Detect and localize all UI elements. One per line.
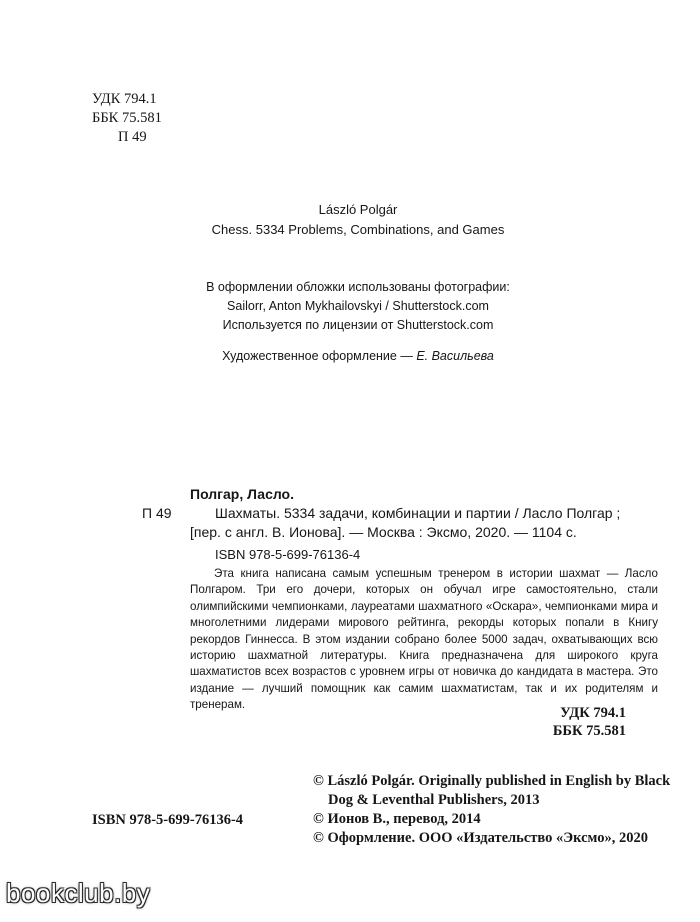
udk-top: УДК 794.1 bbox=[92, 91, 157, 107]
art-credit bbox=[0, 349, 700, 363]
art-credit-prefix: Художественное оформление — bbox=[222, 349, 417, 363]
art-credit-name: Е. Васильева bbox=[416, 349, 494, 363]
catalog-bbk: ББК 75.581 bbox=[552, 723, 626, 739]
original-title: Chess. 5334 Problems, Combinations, and Games bbox=[211, 222, 505, 237]
photo-credit-line1: В оформлении обложки использованы фотографии: bbox=[206, 280, 510, 294]
copyright-author: © László Polgár. Originally published in English by Black bbox=[313, 773, 671, 789]
catalog-author-mark: П 49 bbox=[142, 505, 172, 521]
author-mark-top: П 49 bbox=[118, 129, 147, 145]
copyright-author-cont: Dog & Leventhal Publishers, 2013 bbox=[328, 792, 540, 808]
catalog-annotation: Эта книга написана самым успешным тренером в истории шахмат — Ласло Полгаром. Три его дочери, которых он обучал игре самостоятельно, стали олимпийскими чемпионками, лауреатами шахматного «Оскара», чемпионками мира и многолетними лидерами мирового рейтинга, рекорды которых попали в Книгу рекордов Гиннесса. В этом издании собрано более 5000 задач, охватывающих всю историю шахматной литературы. Книга предназначена для широкого круга шахматистов всех возрастов с уровнем игры от новичка до кандидата в мастера. Это издание — лучший помощник как самим шахматистам, так и их родителям и тренерам. bbox=[190, 567, 658, 712]
bottom-isbn: ISBN 978-5-699-76136-4 bbox=[92, 812, 244, 828]
catalog-udk: УДК 794.1 bbox=[560, 705, 626, 721]
copyright-design: © Оформление. ООО «Издательство «Эксмо», 2020 bbox=[313, 830, 648, 846]
bbk-top: ББК 75.581 bbox=[92, 110, 162, 126]
watermark-logo: bookclub.by bbox=[6, 878, 151, 908]
original-author: László Polgár bbox=[318, 202, 398, 217]
catalog-line1: Шахматы. 5334 задачи, комбинации и партии / Ласло Полгар ; bbox=[215, 505, 621, 521]
copyright-translation: © Ионов В., перевод, 2014 bbox=[313, 811, 481, 827]
photo-credit-line2: Sailorr, Anton Mykhailovskyi / Shutterstock.com bbox=[227, 299, 489, 313]
catalog-author-heading: Полгар, Ласло. bbox=[190, 486, 295, 502]
catalog-isbn: ISBN 978-5-699-76136-4 bbox=[215, 547, 361, 562]
photo-credit-line3: Используется по лицензии от Shutterstock.com bbox=[222, 318, 494, 332]
catalog-line2: [пер. с англ. В. Ионова]. — Москва : Эксмо, 2020. — 1104 с. bbox=[190, 524, 577, 540]
